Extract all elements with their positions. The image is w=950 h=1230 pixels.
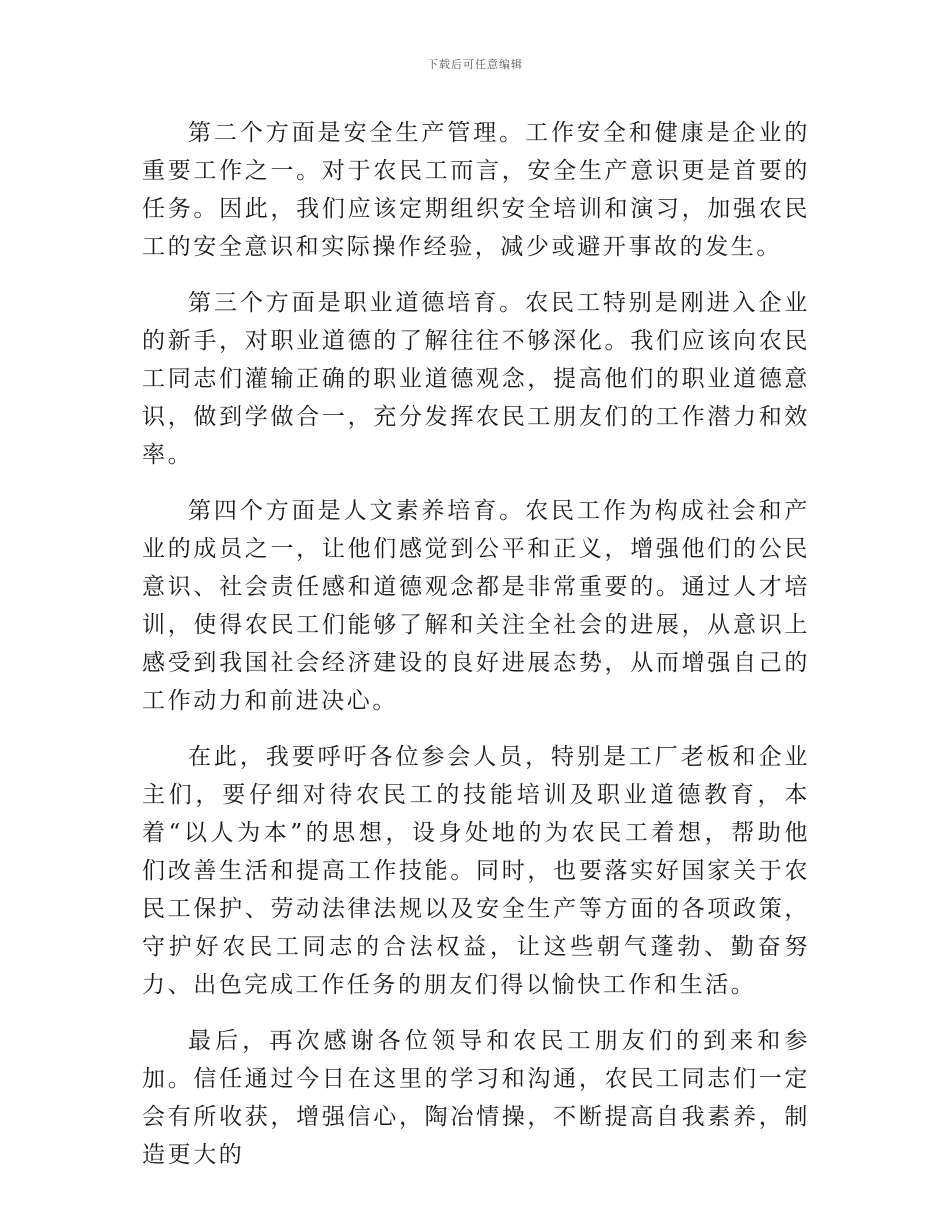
paragraph-safety-management: 第二个方面是安全生产管理。工作安全和健康是企业的重要工作之一。对于农民工而言，安全生产意识更是首要的任务。因此，我们应该定期组织安全培训和演习，加强农民工的安全意识和实际操作经验，减少或避开事故的发生。 [142,120,810,260]
paragraph-humanistic-literacy: 第四个方面是人文素养培育。农民工作为构成社会和产业的成员之一，让他们感觉到公平和正义，增强他们的公民意识、社会责任感和道德观念都是非常重要的。通过人才培训，使得农民工们能够了解和关注全社会的进展，从意识上感受到我国社会经济建设的良好进展态势，从而增强自己的工作动力和前进决心。 [142,498,810,714]
paragraph-professional-ethics: 第三个方面是职业道德培育。农民工特别是刚进入企业的新手，对职业道德的了解往往不够深化。我们应该向农民工同志们灌输正确的职业道德观念，提高他们的职业道德意识，做到学做合一，充分发挥农民工朋友们的工作潜力和效率。 [142,290,810,468]
document-body [142,114,810,1192]
paragraph-closing: 最后，再次感谢各位领导和农民工朋友们的到来和参加。信任通过今日在这里的学习和沟通，农民工同志们一定会有所收获，增强信心，陶冶情操，不断提高自我素养，制造更大的 [142,1028,810,1168]
page-header-note: 下载后可任意编辑 [427,58,523,71]
paragraph-appeal: 在此，我要呼吁各位参会人员，特别是工厂老板和企业主们，要仔细对待农民工的技能培训及职业道德教育，本着“以人为本”的思想，设身处地的为农民工着想，帮助他们改善生活和提高工作技能。同时，也要落实好国家关于农民工保护、劳动法律法规以及安全生产等方面的各项政策，守护好农民工同志的合法权益，让这些朝气蓬勃、勤奋努力、出色完成工作任务的朋友们得以愉快工作和生活。 [142,744,810,998]
